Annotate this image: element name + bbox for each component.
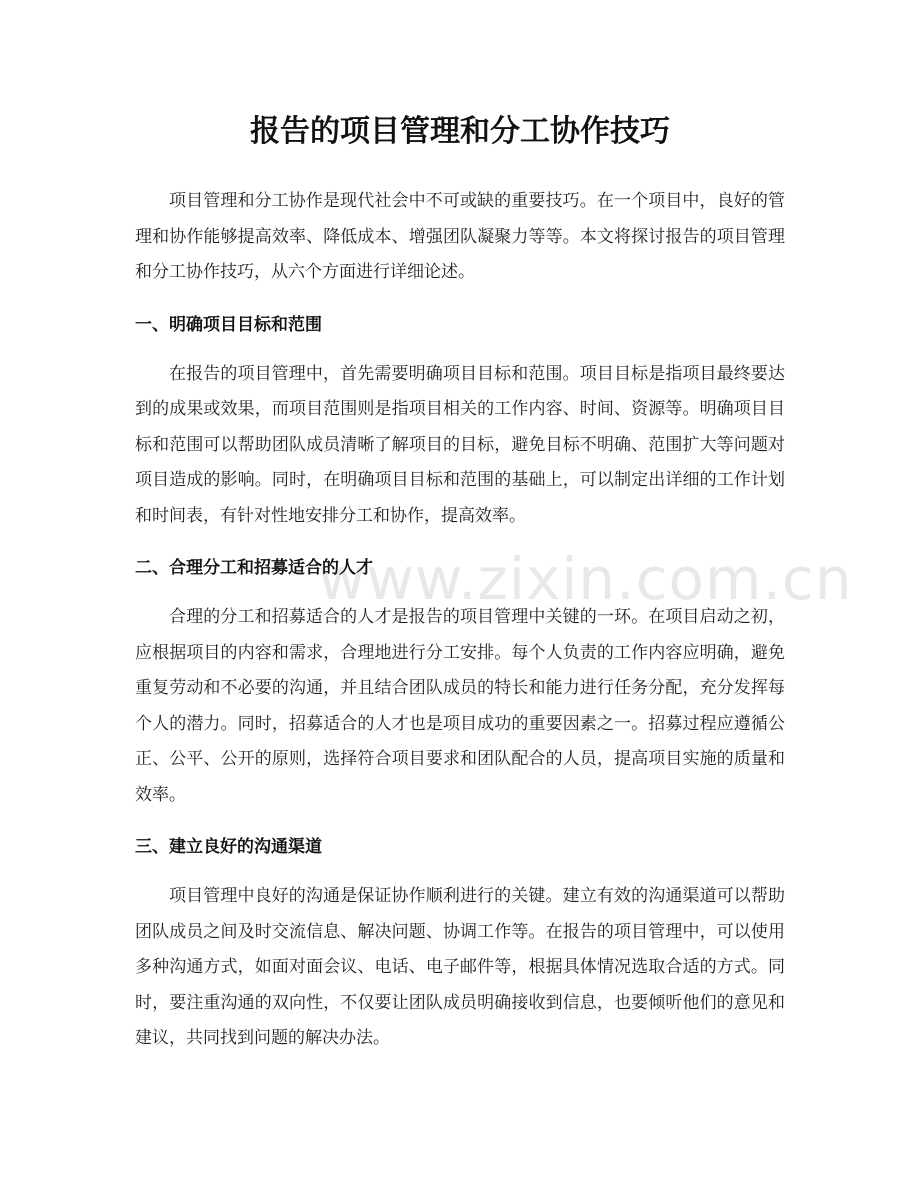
section-paragraph: 在报告的项目管理中，首先需要明确项目目标和范围。项目目标是指项目最终要达到的成果或效果，而项目范围则是指项目相关的工作内容、时间、资源等。明确项目目标和范围可以帮助团队成员清晰了解项目的目标，避免目标不明确、范围扩大等问题对项目造成的影响。同时，在明确项目目标和范围的基础上，可以制定出详细的工作计划和时间表，有针对性地安排分工和协作，提高效率。 xyxy=(135,363,785,526)
section-1 xyxy=(135,309,785,535)
section-heading: 二、合理分工和招募适合的人才 xyxy=(135,558,373,578)
section-2 xyxy=(135,552,785,813)
section-3 xyxy=(135,831,785,1057)
section-heading: 三、建立良好的沟通渠道 xyxy=(135,837,322,857)
intro-paragraph: 项目管理和分工协作是现代社会中不可或缺的重要技巧。在一个项目中，良好的管理和协作能够提高效率、降低成本、增强团队凝聚力等等。本文将探讨报告的项目管理和分工协作技巧，从六个方面进行详细论述。 xyxy=(135,191,785,282)
watermark-text: www.zixin.com.cn xyxy=(318,545,853,613)
document-content xyxy=(135,104,785,1057)
section-heading: 一、明确项目目标和范围 xyxy=(135,314,322,335)
section-paragraph: 项目管理中良好的沟通是保证协作顺利进行的关键。建立有效的沟通渠道可以帮助团队成员之间及时交流信息、解决问题、协调工作等。在报告的项目管理中，可以使用多种沟通方式，如面对面会议、电话、电子邮件等，根据具体情况选取合适的方式。同时，要注重沟通的双向性，不仅要让团队成员明确接收到信息，也要倾听他们的意见和建议，共同找到问题的解决办法。 xyxy=(135,886,785,1048)
document-title: 报告的项目管理和分工协作技巧 xyxy=(250,114,670,149)
section-paragraph: 合理的分工和招募适合的人才是报告的项目管理中关键的一环。在项目启动之初，应根据项目的内容和需求，合理地进行分工安排。每个人负责的工作内容应明确，避免重复劳动和不必要的沟通，并且结合团队成员的特长和能力进行任务分配，充分发挥每个人的潜力。同时，招募适合的人才也是项目成功的重要因素之一。招募过程应遵循公正、公平、公开的原则，选择符合项目要求和团队配合的人员，提高项目实施的质量和效率。 xyxy=(135,607,785,805)
